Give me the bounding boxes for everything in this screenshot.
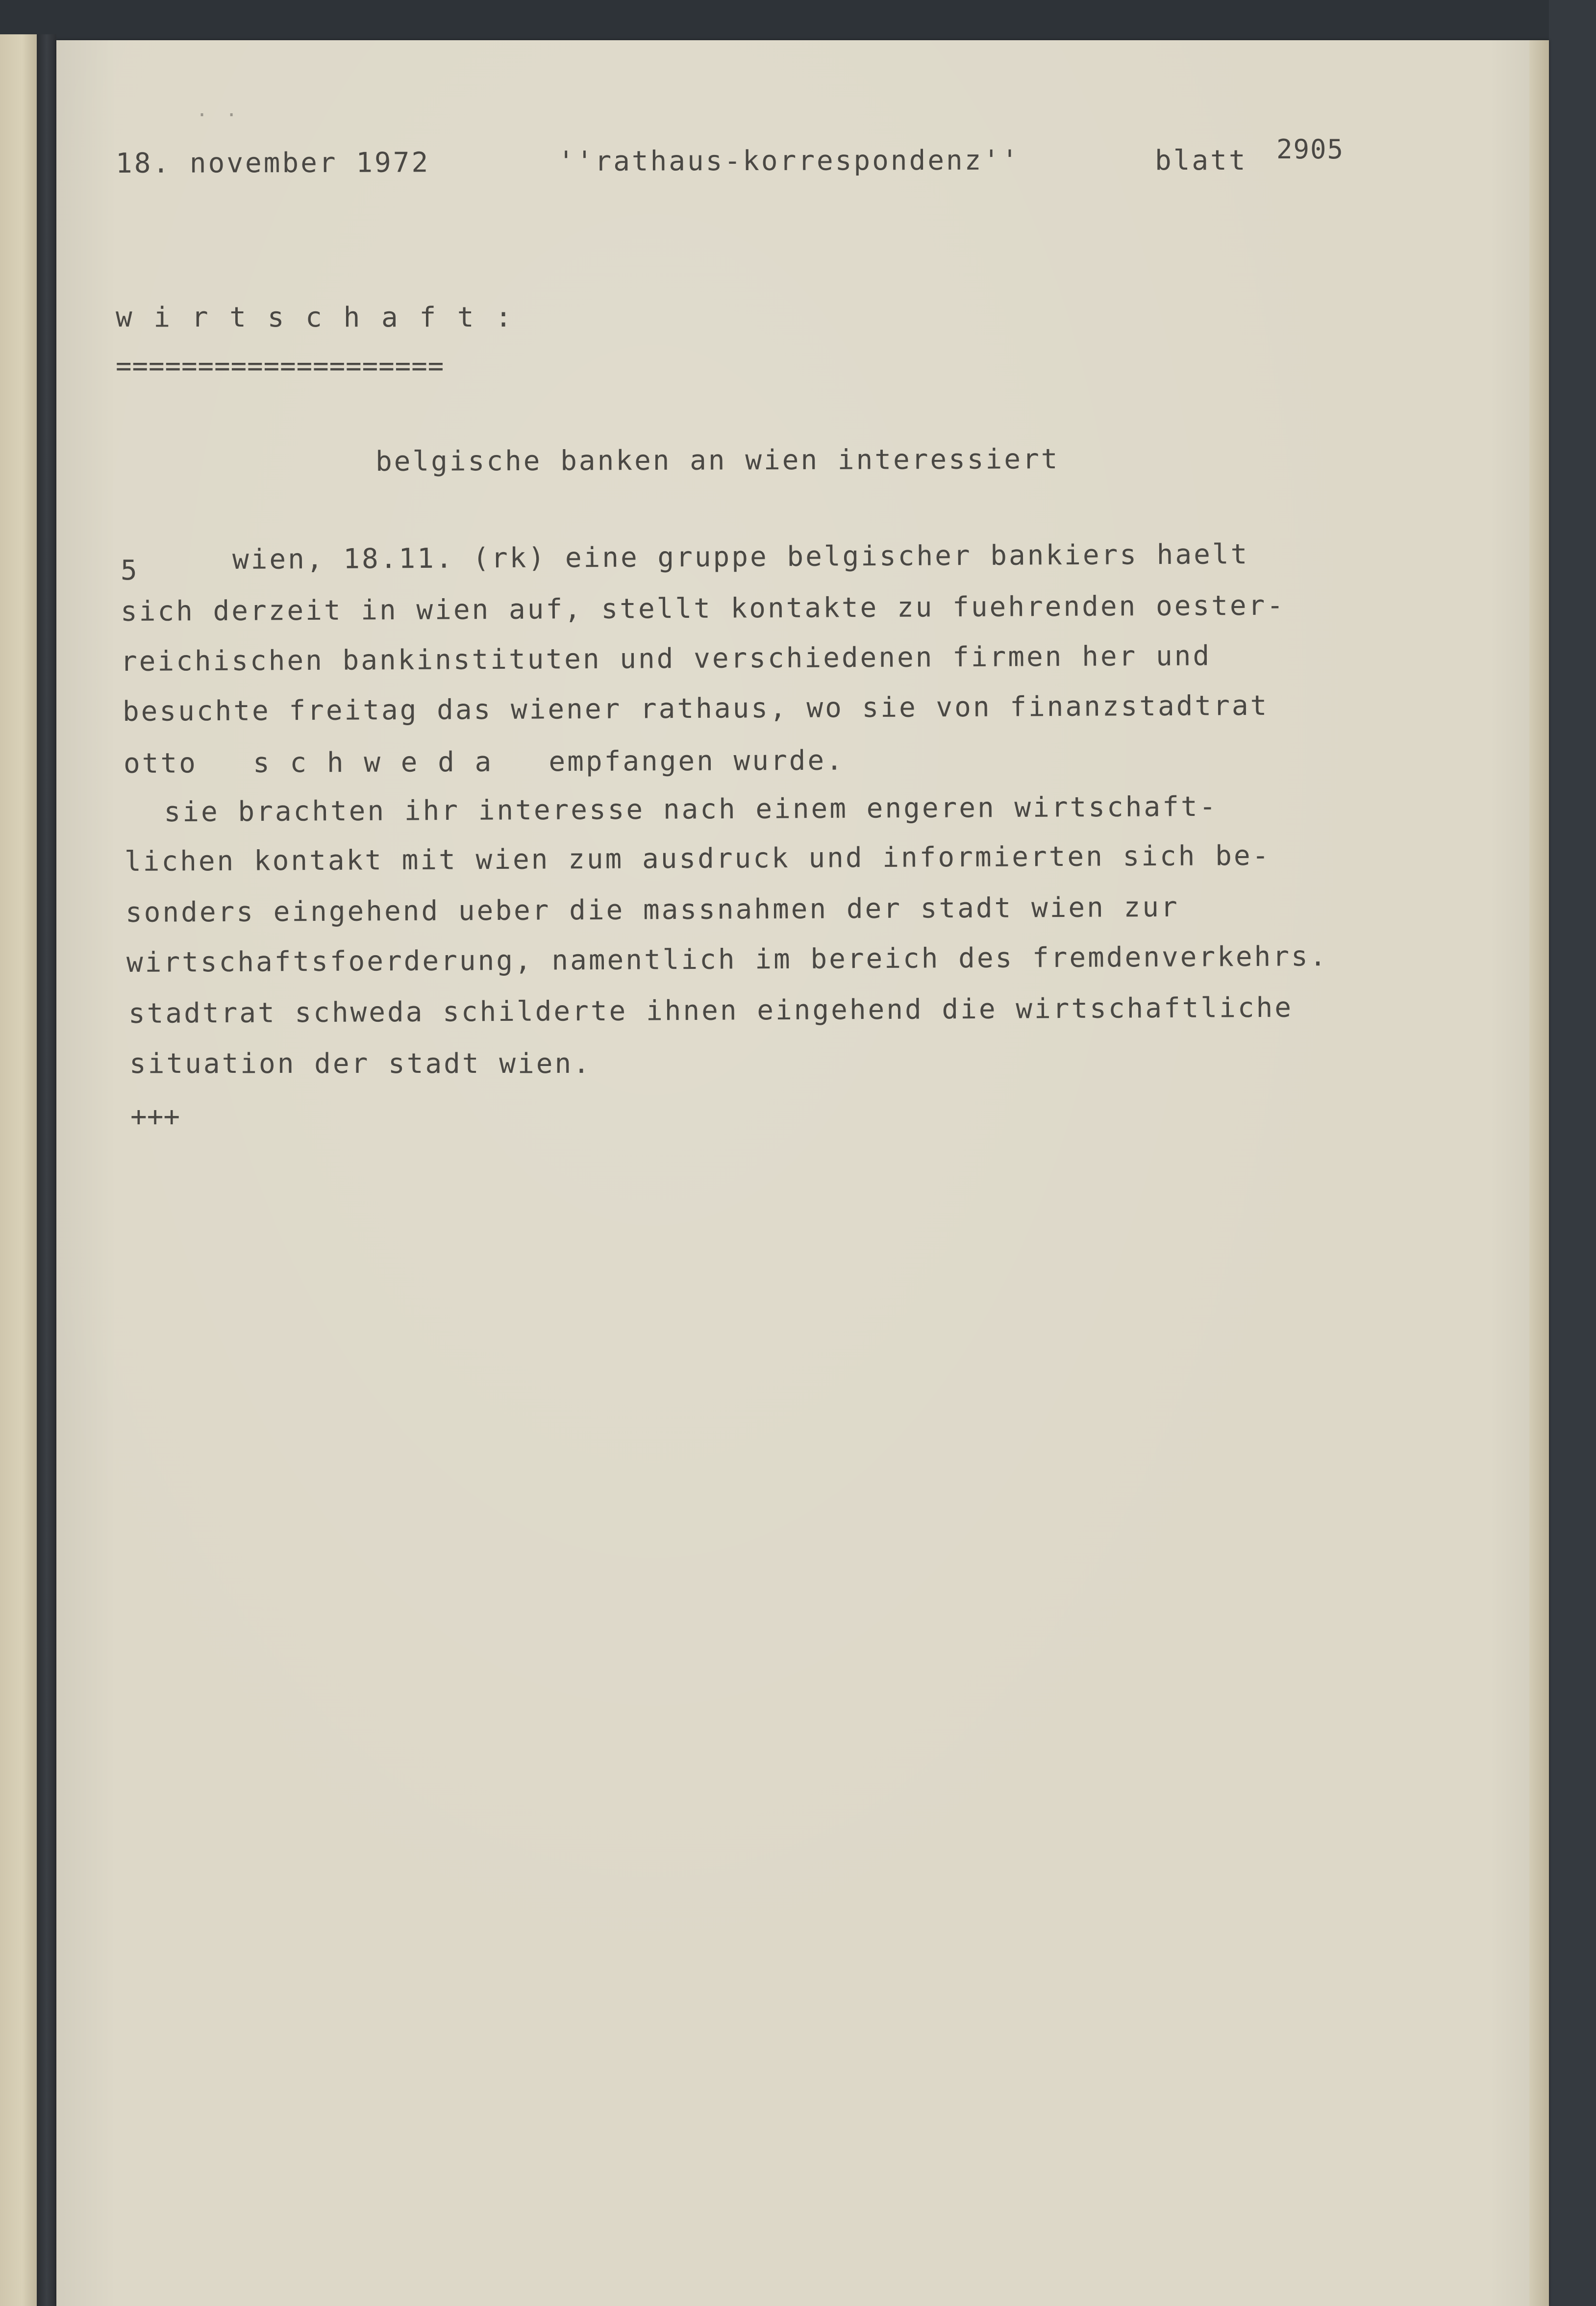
end-mark: +++	[130, 1101, 180, 1133]
body-line-7: lichen kontakt mit wien zum ausdruck und informierten sich be-	[124, 839, 1271, 878]
scanner-backdrop-right	[1549, 0, 1596, 2306]
binding-strip	[37, 34, 56, 2306]
body-line-4: besuchte freitag das wiener rathaus, wo sie von finanzstadtrat	[122, 689, 1269, 728]
body-line-2: sich derzeit in wien auf, stellt kontakte zu fuehrenden oester-	[120, 589, 1286, 628]
body-line-5: otto s c h w e d a empfangen wurde.	[123, 744, 845, 780]
scanner-backdrop	[0, 0, 1596, 44]
article-headline: belgische banken an wien interessiert	[375, 443, 1060, 478]
body-line-11: situation der stadt wien.	[129, 1048, 592, 1080]
body-line-3: reichischen bankinstituten und verschiedenen firmen her und	[120, 640, 1212, 678]
header-sheet-number: 2905	[1276, 134, 1345, 165]
article-number: 5	[121, 555, 139, 586]
body-line-6: sie brachten ihr interesse nach einem engeren wirtschaft-	[71, 790, 1218, 829]
stamp-smudge: · ·	[196, 104, 241, 127]
header-publication: ''rathaus-korrespondenz''	[557, 144, 1020, 177]
section-title: w i r t s c h a f t :	[116, 302, 515, 333]
previous-page-edge	[0, 34, 37, 2306]
header-date: 18. november 1972	[115, 147, 430, 179]
body-line-10: stadtrat schweda schilderte ihnen eingehend die wirtschaftliche	[128, 991, 1294, 1030]
body-line-8: sonders eingehend ueber die massnahmen der stadt wien zur	[125, 891, 1179, 929]
page-edge-right	[1529, 40, 1549, 2306]
body-line-9: wirtschaftsfoerderung, namentlich im bereich des fremdenverkehrs.	[126, 940, 1328, 979]
header-sheet-label: blatt	[1155, 145, 1247, 177]
section-underline: ====================	[116, 351, 445, 381]
body-line-1: wien, 18.11. (rk) eine gruppe belgischer bankiers haelt	[232, 538, 1249, 576]
